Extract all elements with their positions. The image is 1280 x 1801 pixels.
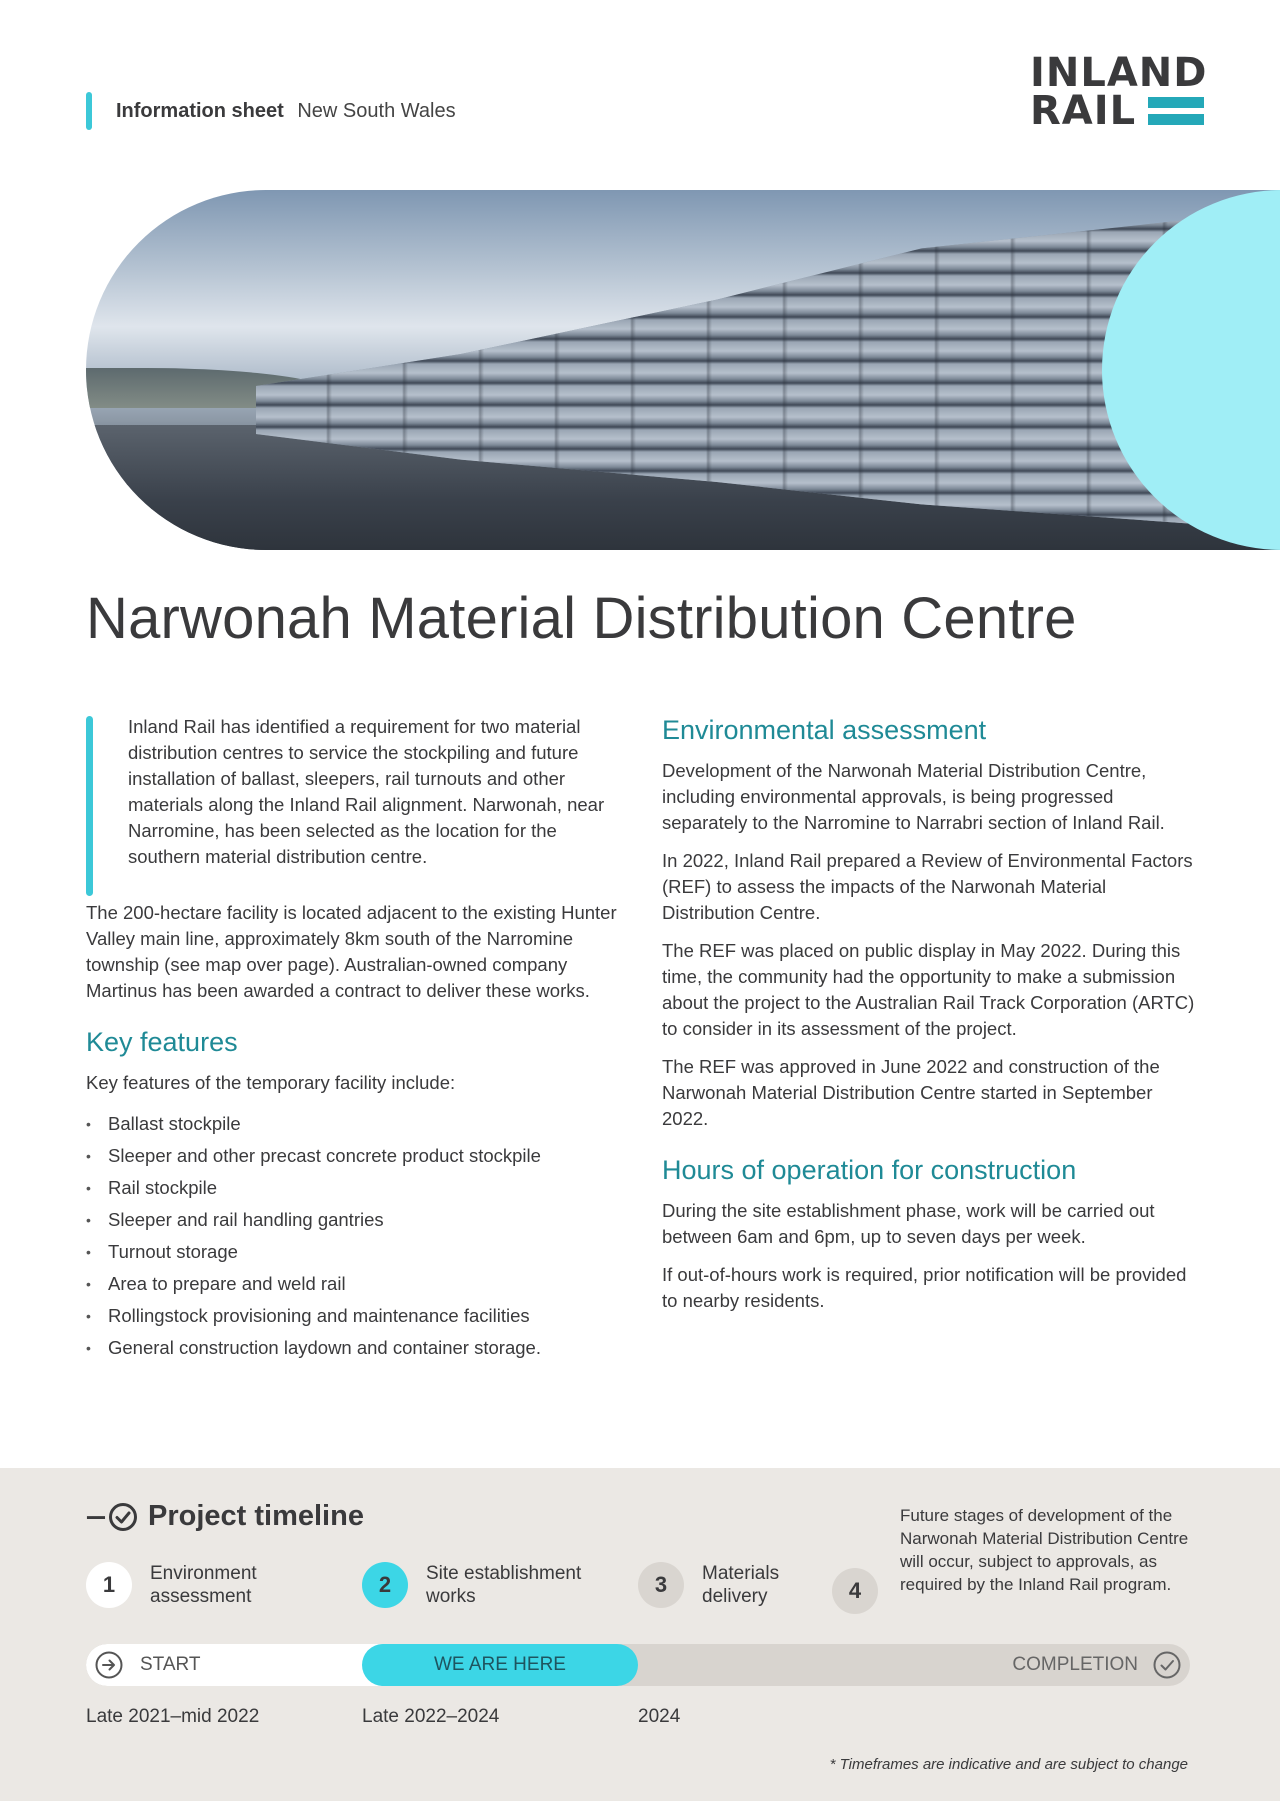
left-column [86, 714, 626, 1364]
region: New South Wales [297, 99, 456, 122]
env-paragraph: The REF was placed on public display in May 2022. During this time, the community had the opportunity to make a submission about the project to the Australian Rail Track Corporation (ARTC) to consider in its assessment of the project. [662, 940, 1195, 1039]
page-title: Narwonah Material Distribution Centre [86, 586, 1077, 651]
stage-number: 2 [362, 1562, 408, 1608]
stage-number: 3 [638, 1562, 684, 1608]
list-item: • Area to prepare and weld rail [86, 1268, 626, 1300]
stage-4-description: Future stages of development of the Narwonah Material Distribution Centre will occur, subject to approvals, as required by the Inland Rail program. [900, 1506, 1189, 1594]
key-features-heading: Key features [86, 1027, 238, 1057]
list-item: • Sleeper and rail handling gantries [86, 1204, 626, 1236]
timeline-footnote: * Timeframes are indicative and are subject to change [829, 1756, 1188, 1773]
timeline-start [86, 1644, 386, 1686]
timeline-title [86, 1500, 364, 1533]
stage-label: Materials delivery [702, 1563, 780, 1607]
check-circle-icon [108, 1502, 138, 1532]
env-paragraph: In 2022, Inland Rail prepared a Review of Environmental Factors (REF) to assess the impacts of the Narwonah Material Distribution Centre. [662, 850, 1193, 923]
sheet-type: Information sheet [116, 99, 284, 122]
list-item: • Sleeper and other precast concrete product stockpile [86, 1140, 626, 1172]
check-circle-icon [1152, 1650, 1182, 1680]
stage-2-date: Late 2022–2024 [362, 1706, 500, 1727]
env-paragraph: Development of the Narwonah Material Distribution Centre, including environmental approvals, is being progressed separately to the Narromine to Narrabri section of Inland Rail. [662, 760, 1165, 833]
completion-label: COMPLETION [1012, 1654, 1138, 1675]
hero-image [86, 190, 1280, 550]
list-item: • Ballast stockpile [86, 1108, 626, 1140]
accent-bar [86, 92, 92, 130]
stage-number: 4 [832, 1568, 878, 1614]
hours-heading: Hours of operation for construction [662, 1155, 1077, 1185]
dashes-icon: --- [86, 1502, 104, 1530]
project-timeline [0, 1468, 1280, 1801]
intro-paragraph: Inland Rail has identified a requirement for two material distribution centres to service the stockpiling and future installation of ballast, sleepers, rail turnouts and other materials along the Inland Rail alignment. Narwonah, near Narromine, has been selected as the location for the southern material distribution centre. [128, 716, 605, 867]
we-are-here-marker: WE ARE HERE [362, 1644, 638, 1686]
intro-accent-bar [86, 716, 93, 896]
timeline-progress-bar [86, 1644, 1190, 1686]
header-text [116, 100, 456, 123]
stage-number: 1 [86, 1562, 132, 1608]
intro-callout [86, 714, 626, 870]
stage-1-date: Late 2021–mid 2022 [86, 1706, 260, 1727]
right-column [662, 714, 1202, 1326]
logo-line-1: INLAND [1030, 50, 1208, 96]
inland-rail-logo [1030, 50, 1208, 134]
stage-1 [86, 1562, 290, 1608]
key-features-lead: Key features of the temporary facility include: [86, 1072, 456, 1093]
logo-bars-icon [1148, 97, 1204, 125]
stage-label: Environment assessment [150, 1563, 257, 1607]
key-features-list [86, 1108, 626, 1364]
facility-paragraph: The 200-hectare facility is located adjacent to the existing Hunter Valley main line, approximately 8km south of the Narromine township (see map over page). Australian-owned company Martinus has been awarded a contract to deliver these works. [86, 902, 617, 1001]
stage-3 [638, 1562, 802, 1608]
timeline-end [1012, 1644, 1182, 1686]
list-item: • Rollingstock provisioning and maintenance facilities [86, 1300, 626, 1332]
hours-paragraph: If out-of-hours work is required, prior notification will be provided to nearby residents. [662, 1264, 1187, 1311]
env-paragraph: The REF was approved in June 2022 and construction of the Narwonah Material Distribution Centre started in September 2022. [662, 1056, 1160, 1129]
stage-3-date: 2024 [638, 1706, 681, 1727]
hours-paragraph: During the site establishment phase, work will be carried out between 6am and 6pm, up to seven days per week. [662, 1200, 1155, 1247]
environmental-assessment-heading: Environmental assessment [662, 715, 987, 745]
list-item: • Rail stockpile [86, 1172, 626, 1204]
sheet-type-label [86, 92, 456, 130]
list-item: • Turnout storage [86, 1236, 626, 1268]
stage-2 [362, 1562, 616, 1608]
arrow-right-circle-icon [94, 1650, 124, 1680]
stage-4 [832, 1568, 878, 1614]
list-item: • General construction laydown and container storage. [86, 1332, 626, 1364]
stage-label: Site establishment works [426, 1563, 582, 1607]
logo-line-2: RAIL [1030, 88, 1137, 134]
start-label: START [140, 1654, 201, 1675]
timeline-title-text: Project timeline [147, 1500, 364, 1532]
